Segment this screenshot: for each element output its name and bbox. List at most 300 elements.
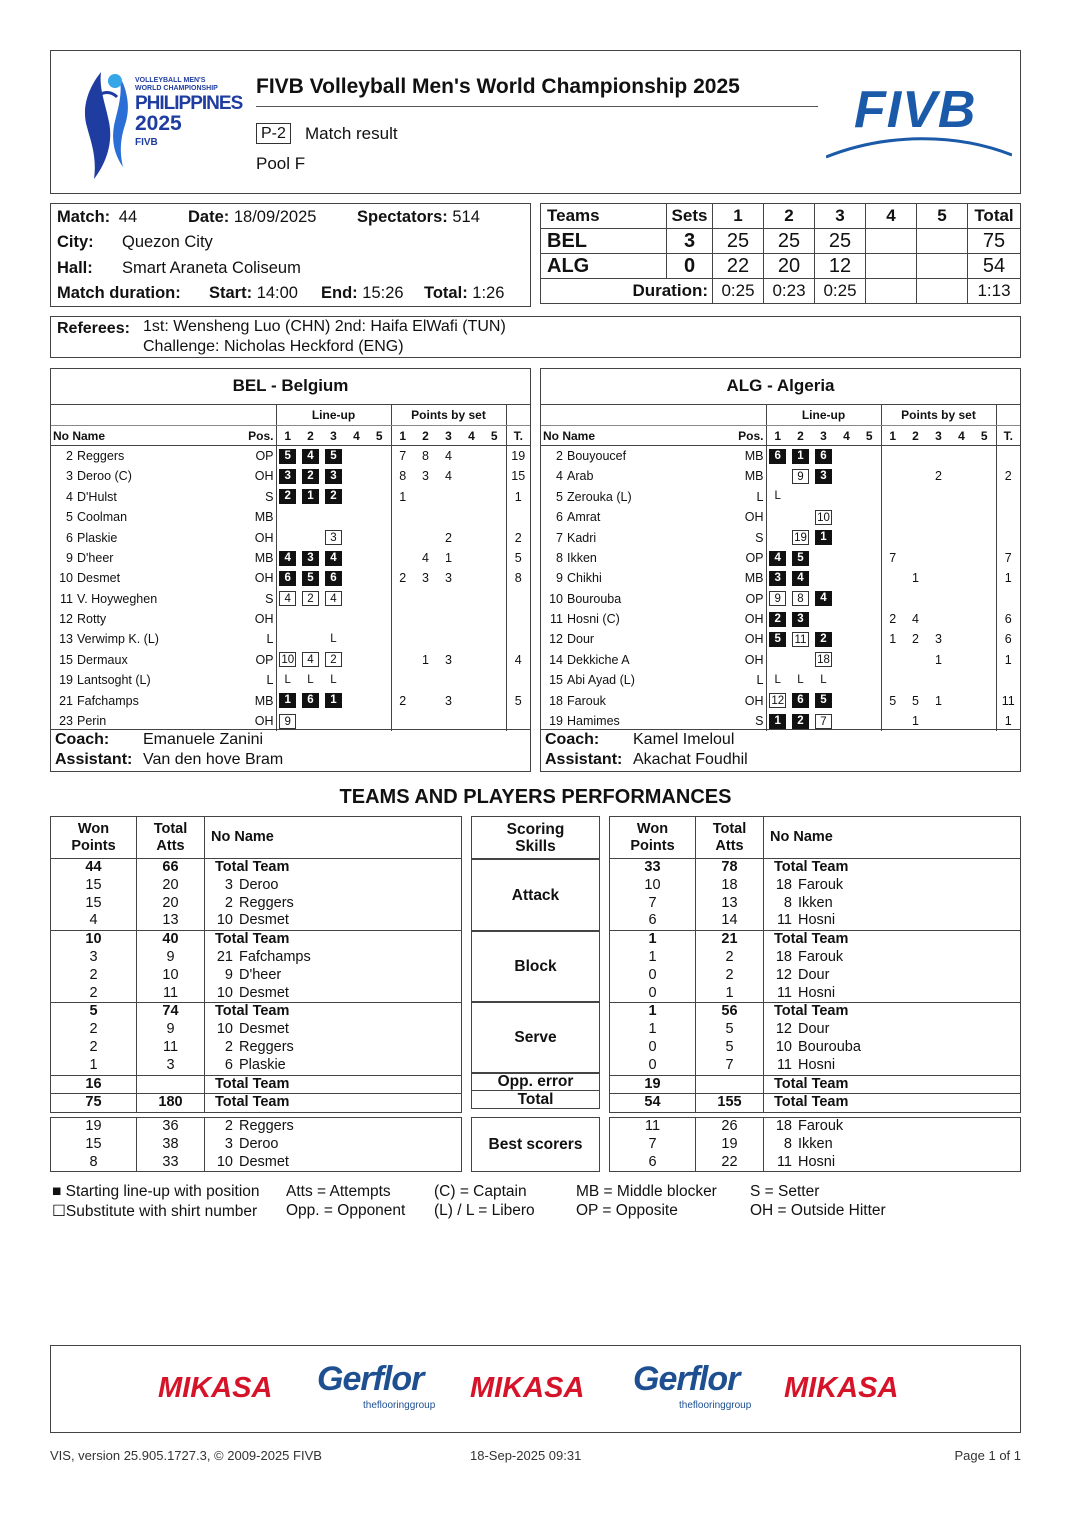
lineup-cell [368, 629, 391, 649]
set-points [950, 446, 973, 466]
won-points: 16 [51, 1075, 137, 1094]
lineup-cell [858, 629, 881, 649]
won-points: 0 [610, 1039, 696, 1057]
lineup-cell [766, 507, 789, 527]
starting-position-badge: 4 [815, 591, 832, 606]
set-points: 2 [935, 469, 942, 484]
total-team-label: Total Team [215, 1094, 290, 1111]
lineup-cell [276, 446, 299, 466]
mikasa-logo: MIKASA [158, 1372, 273, 1404]
points-set-header: 3 [445, 428, 452, 443]
player-total [506, 670, 530, 690]
lineup-cell [345, 589, 368, 609]
lineup-cell [766, 609, 789, 629]
lineup-cell [858, 466, 881, 486]
lineup-cell [789, 527, 812, 547]
player-number: 11 [776, 1153, 792, 1170]
player-row [541, 446, 1020, 466]
player-name-cell [205, 1154, 462, 1172]
duration-label: Match duration: [57, 284, 181, 302]
set-points: 1 [445, 550, 452, 565]
player-number: 2 [224, 894, 233, 911]
substitute-badge: 10 [815, 510, 832, 525]
player-name: Reggers [77, 449, 125, 464]
player-name: Hosni (C) [567, 612, 620, 627]
libero-mark: L [307, 673, 314, 686]
set-points: 4 [422, 550, 429, 565]
player-name: Reggers [239, 1038, 294, 1055]
set-points [973, 487, 996, 507]
player-number: 9 [66, 550, 73, 565]
lineup-cell [322, 609, 345, 629]
player-position: OH [744, 652, 764, 667]
team-total-row [51, 859, 462, 877]
best-scorer-row [610, 1154, 1021, 1172]
player-perf-row [610, 1039, 1021, 1057]
starting-position-badge: 2 [279, 489, 296, 504]
player-cell [541, 466, 766, 486]
referees-panel [50, 316, 1021, 358]
set-points: 5 [912, 693, 919, 708]
total-team-label: Total Team [215, 859, 290, 875]
player-perf-row [51, 1057, 462, 1075]
player-number: 3 [224, 876, 233, 893]
set-points: 2 [445, 530, 452, 545]
player-position: L [266, 673, 274, 688]
set-points [460, 527, 483, 547]
set-points [391, 670, 414, 690]
set-points [927, 589, 950, 609]
player-position: OP [745, 591, 764, 606]
lineup-cell [766, 466, 789, 486]
set-points: 3 [445, 652, 452, 667]
assistant-label: Assistant: [545, 751, 623, 768]
legend-item: Opp. = Opponent [286, 1202, 406, 1219]
lineup-cell [276, 507, 299, 527]
player-number: 14 [549, 652, 563, 667]
total-atts: 11 [137, 1039, 205, 1057]
player-number: 10 [216, 984, 233, 1001]
team-total-row [51, 1003, 462, 1021]
player-number: 5 [556, 489, 563, 504]
team-total-row [610, 1003, 1021, 1021]
total-atts: 18 [696, 877, 764, 895]
starting-position-badge: 5 [769, 632, 786, 647]
lineup-cell [812, 650, 835, 670]
player-name-cell [764, 967, 1021, 985]
lineup-set-header: 4 [843, 428, 850, 443]
set-points [881, 446, 904, 466]
lineup-cell [322, 690, 345, 710]
player-total: 15 [506, 466, 530, 486]
player-row [541, 568, 1020, 588]
lineup-set-header: 4 [353, 428, 360, 443]
player-perf-row [51, 1021, 462, 1039]
starting-position-badge: 3 [815, 469, 832, 484]
lineup-cell [276, 609, 299, 629]
player-position: S [265, 591, 274, 606]
player-number: 6 [556, 510, 563, 525]
lineup-cell [276, 589, 299, 609]
player-name-cell [205, 931, 462, 949]
team-total-row [610, 931, 1021, 949]
won-points: 10 [610, 877, 696, 895]
libero-mark: L [330, 633, 337, 646]
player-perf-row [610, 1057, 1021, 1075]
set-points [483, 650, 506, 670]
player-number: 12 [775, 966, 792, 983]
lineup-cell [345, 670, 368, 690]
set-points [483, 466, 506, 486]
match-label: Match: [57, 208, 111, 226]
lineup-cell [812, 446, 835, 466]
player-total: 5 [506, 548, 530, 568]
set-points [414, 507, 437, 527]
team-title: BEL - Belgium [51, 369, 530, 405]
player-position: OH [254, 571, 274, 586]
team-code: BEL [541, 229, 667, 254]
player-name: Dour [798, 966, 830, 983]
set-points [414, 487, 437, 507]
lineup-cell [766, 527, 789, 547]
player-number: 9 [556, 571, 563, 586]
player-name-cell [205, 1118, 462, 1136]
won-points: 6 [610, 1154, 696, 1172]
set-points [950, 548, 973, 568]
set-points [904, 466, 927, 486]
starting-position-badge: 6 [792, 693, 809, 708]
player-total [996, 446, 1020, 466]
player-name: Ikken [567, 550, 597, 565]
player-total: 1 [996, 711, 1020, 731]
player-cell [51, 548, 276, 568]
player-position: MB [744, 469, 764, 484]
total-atts: 22 [696, 1154, 764, 1172]
lineup-cell [835, 487, 858, 507]
legend-item: ☐Substitute with shirt number [52, 1203, 258, 1220]
starting-position-badge: 5 [325, 449, 342, 464]
won-points: 11 [610, 1118, 696, 1136]
starting-position-badge: 4 [792, 571, 809, 586]
player-number: 11 [550, 612, 563, 627]
player-number: 2 [224, 1038, 233, 1055]
player-number: 15 [59, 652, 73, 667]
player-perf-row [51, 949, 462, 967]
player-perf-row [51, 895, 462, 913]
player-name: Dour [798, 1021, 830, 1038]
player-number: 10 [216, 1021, 233, 1038]
player-number: 2 [556, 449, 563, 464]
lineup-cell [299, 589, 322, 609]
lineup-cell [858, 609, 881, 629]
won-points: 54 [610, 1094, 696, 1113]
lineup-cell [345, 650, 368, 670]
player-row [51, 507, 530, 527]
lineup-cell [812, 629, 835, 649]
referees-label: Referees: [57, 320, 130, 337]
sets-won: 3 [667, 229, 713, 254]
points-set-header: 4 [468, 428, 475, 443]
best-scorers-label: Best scorers [471, 1117, 600, 1172]
set-points [927, 568, 950, 588]
player-name-cell [764, 1075, 1021, 1094]
set-points [904, 670, 927, 690]
set-points [881, 589, 904, 609]
player-name: Bourouba [798, 1038, 861, 1055]
legend-item: (L) / L = Libero [434, 1202, 535, 1219]
lineup-cell [835, 527, 858, 547]
player-name-cell [205, 985, 462, 1003]
set-points [950, 568, 973, 588]
event-logo-icon [79, 67, 139, 182]
won-points-header: Won Points [51, 817, 137, 859]
performance-header-row [610, 817, 1021, 859]
player-name-cell [764, 877, 1021, 895]
doc-type: Match result [305, 124, 398, 143]
player-total [996, 670, 1020, 690]
sponsor-banner [50, 1345, 1021, 1433]
player-name-cell [764, 949, 1021, 967]
player-name: Deroo (C) [77, 469, 132, 484]
set-points [950, 466, 973, 486]
roster-bel [50, 368, 531, 772]
lineup-cell [299, 446, 322, 466]
roster-subheader-row [541, 425, 1020, 445]
title-rule [256, 106, 818, 107]
set-points [881, 487, 904, 507]
roster-header-blank [506, 405, 530, 425]
substitute-badge: 2 [325, 652, 342, 667]
total-atts: 3 [137, 1057, 205, 1075]
points-set-header: 5 [980, 428, 988, 443]
total-atts: 1 [696, 985, 764, 1003]
player-number: 2 [66, 449, 73, 464]
points-set-header: 4 [958, 428, 965, 443]
total-points: 75 [968, 229, 1021, 254]
player-row [51, 609, 530, 629]
starting-position-badge: 6 [815, 449, 832, 464]
lineup-cell [789, 548, 812, 568]
start-label: Start: [209, 284, 253, 302]
starting-position-badge: 2 [302, 469, 319, 484]
player-perf-row [610, 985, 1021, 1003]
coach-block [541, 729, 1020, 771]
set-points: 3 [445, 693, 452, 708]
total-atts: 74 [137, 1003, 205, 1021]
set-points [391, 507, 414, 527]
player-position: OH [744, 612, 764, 627]
team-total-row [610, 1094, 1021, 1113]
won-points: 2 [51, 985, 137, 1003]
set-points: 3 [935, 632, 942, 647]
total-team-label: Total Team [774, 1094, 849, 1111]
lineup-cell [835, 589, 858, 609]
player-name-cell [205, 1136, 462, 1154]
mikasa-logo: MIKASA [470, 1372, 585, 1404]
assistant-label: Assistant: [55, 751, 133, 768]
player-name: Bouyoucef [567, 449, 627, 464]
set-points [391, 650, 414, 670]
won-points: 15 [51, 895, 137, 913]
best-scorer-row [51, 1136, 462, 1154]
player-number: 10 [216, 912, 233, 929]
player-name: Farouk [798, 876, 844, 893]
player-name-cell [764, 912, 1021, 930]
player-perf-row [51, 985, 462, 1003]
lineup-cell [766, 629, 789, 649]
player-name: Hosni [798, 1153, 836, 1170]
player-row [51, 568, 530, 588]
lineup-set-header: 2 [797, 428, 804, 443]
total-atts: 33 [137, 1154, 205, 1172]
won-points: 0 [610, 967, 696, 985]
lineup-cell [345, 446, 368, 466]
player-position: MB [254, 550, 274, 565]
set-points [414, 629, 437, 649]
roster-alg [540, 368, 1021, 772]
starting-position-badge: 5 [302, 571, 319, 586]
assistant-name: Van den hove Bram [143, 751, 284, 768]
set-points [950, 670, 973, 690]
starting-position-badge: 1 [815, 530, 832, 545]
total-label: Total: [424, 284, 468, 302]
lineup-cell [322, 487, 345, 507]
points-set-header: 2 [912, 428, 919, 443]
player-total: 2 [506, 527, 530, 547]
total-atts: 155 [696, 1094, 764, 1113]
scoring-skills-header: Scoring Skills [471, 816, 600, 859]
player-name: Dour [567, 632, 595, 647]
starting-position-badge: 4 [302, 449, 319, 464]
set-points [483, 568, 506, 588]
lineup-cell [276, 629, 299, 649]
lineup-cell [858, 527, 881, 547]
set-points [904, 527, 927, 547]
player-name-cell [205, 1075, 462, 1094]
lineup-cell [322, 629, 345, 649]
player-name: Chikhi [567, 571, 602, 586]
player-name: Desmet [239, 1153, 289, 1170]
player-row [541, 589, 1020, 609]
player-number: 11 [776, 1056, 792, 1073]
logo-line-1: VOLLEYBALL MEN'S [135, 77, 206, 84]
total-atts: 78 [696, 859, 764, 877]
match-date: 18/09/2025 [233, 208, 317, 226]
spectators-label: Spectators: [357, 208, 448, 226]
player-cell [541, 650, 766, 670]
gerflor-logo [633, 1360, 763, 1416]
total-atts: 9 [137, 949, 205, 967]
player-name: Reggers [239, 894, 294, 911]
set-points [483, 548, 506, 568]
player-number: 6 [224, 1056, 233, 1073]
logo-line-2: WORLD CHAMPIONSHIP [135, 85, 218, 92]
player-number: 3 [66, 469, 73, 484]
player-position: OP [255, 652, 274, 667]
player-name: Dekkiche A [567, 652, 630, 667]
legend-item: OH = Outside Hitter [750, 1202, 886, 1219]
set-points [391, 609, 414, 629]
player-row [541, 466, 1020, 486]
team-total-row [51, 1094, 462, 1113]
assistant-name: Akachat Foudhil [633, 751, 748, 768]
lineup-cell [789, 609, 812, 629]
coach-name: Kamel Imeloul [633, 731, 735, 748]
player-name: Bourouba [567, 591, 622, 606]
player-row [51, 446, 530, 466]
player-number: 18 [549, 693, 563, 708]
player-number: 6 [66, 530, 73, 545]
player-position: OP [745, 550, 764, 565]
won-points: 10 [51, 931, 137, 949]
lineup-cell [345, 487, 368, 507]
legend-item: ■ Starting line-up with position [52, 1183, 260, 1200]
set-points [483, 527, 506, 547]
libero-mark: L [330, 673, 337, 686]
player-number: 10 [216, 1153, 233, 1170]
starting-position-badge: 6 [325, 571, 342, 586]
player-number: 21 [216, 948, 233, 965]
player-number: 10 [59, 571, 73, 586]
starting-position-badge: 3 [302, 551, 319, 566]
score-header: 2 [764, 204, 815, 229]
player-number: 5 [66, 510, 73, 525]
no-name-label: No Name [543, 428, 596, 443]
roster-table [541, 405, 1020, 731]
team-total-row [51, 931, 462, 949]
set-points [414, 670, 437, 690]
total-team-label: Total Team [215, 1003, 290, 1020]
lineup-cell [835, 609, 858, 629]
player-name: Hosni [798, 1056, 836, 1073]
set-points: 8 [414, 446, 437, 466]
total-points: 54 [968, 254, 1021, 279]
player-position: L [756, 673, 764, 688]
player-number: 21 [59, 693, 73, 708]
team-total-row [51, 1075, 462, 1094]
set-points [460, 568, 483, 588]
won-points-header: Won Points [610, 817, 696, 859]
player-total: 7 [996, 548, 1020, 568]
lineup-cell [858, 589, 881, 609]
won-points: 19 [51, 1118, 137, 1136]
player-perf-row [51, 912, 462, 930]
footer-version: VIS, version 25.905.1727.3, © 2009-2025 FIVB [50, 1448, 322, 1463]
lineup-cell [812, 507, 835, 527]
substitute-badge: 18 [815, 652, 832, 667]
player-name-cell [764, 1136, 1021, 1154]
report-code: P-2 [256, 123, 291, 144]
starting-position-badge: 5 [815, 693, 832, 708]
total-atts: 66 [137, 859, 205, 877]
total-atts: 2 [696, 949, 764, 967]
set-points [950, 589, 973, 609]
set-points [950, 609, 973, 629]
footer-timestamp: 18-Sep-2025 09:31 [470, 1448, 582, 1463]
set-duration: 0:25 [815, 279, 866, 304]
won-points: 8 [51, 1154, 137, 1172]
lineup-cell [789, 466, 812, 486]
set-points [950, 507, 973, 527]
player-name-cell [764, 859, 1021, 877]
player-position: OH [744, 510, 764, 525]
lineup-cell [322, 548, 345, 568]
gerflor-logo-text: Gerflor [317, 1360, 424, 1398]
lineup-cell [789, 650, 812, 670]
player-cell [541, 548, 766, 568]
lineup-cell [858, 650, 881, 670]
player-name: Hamimes [567, 714, 620, 729]
